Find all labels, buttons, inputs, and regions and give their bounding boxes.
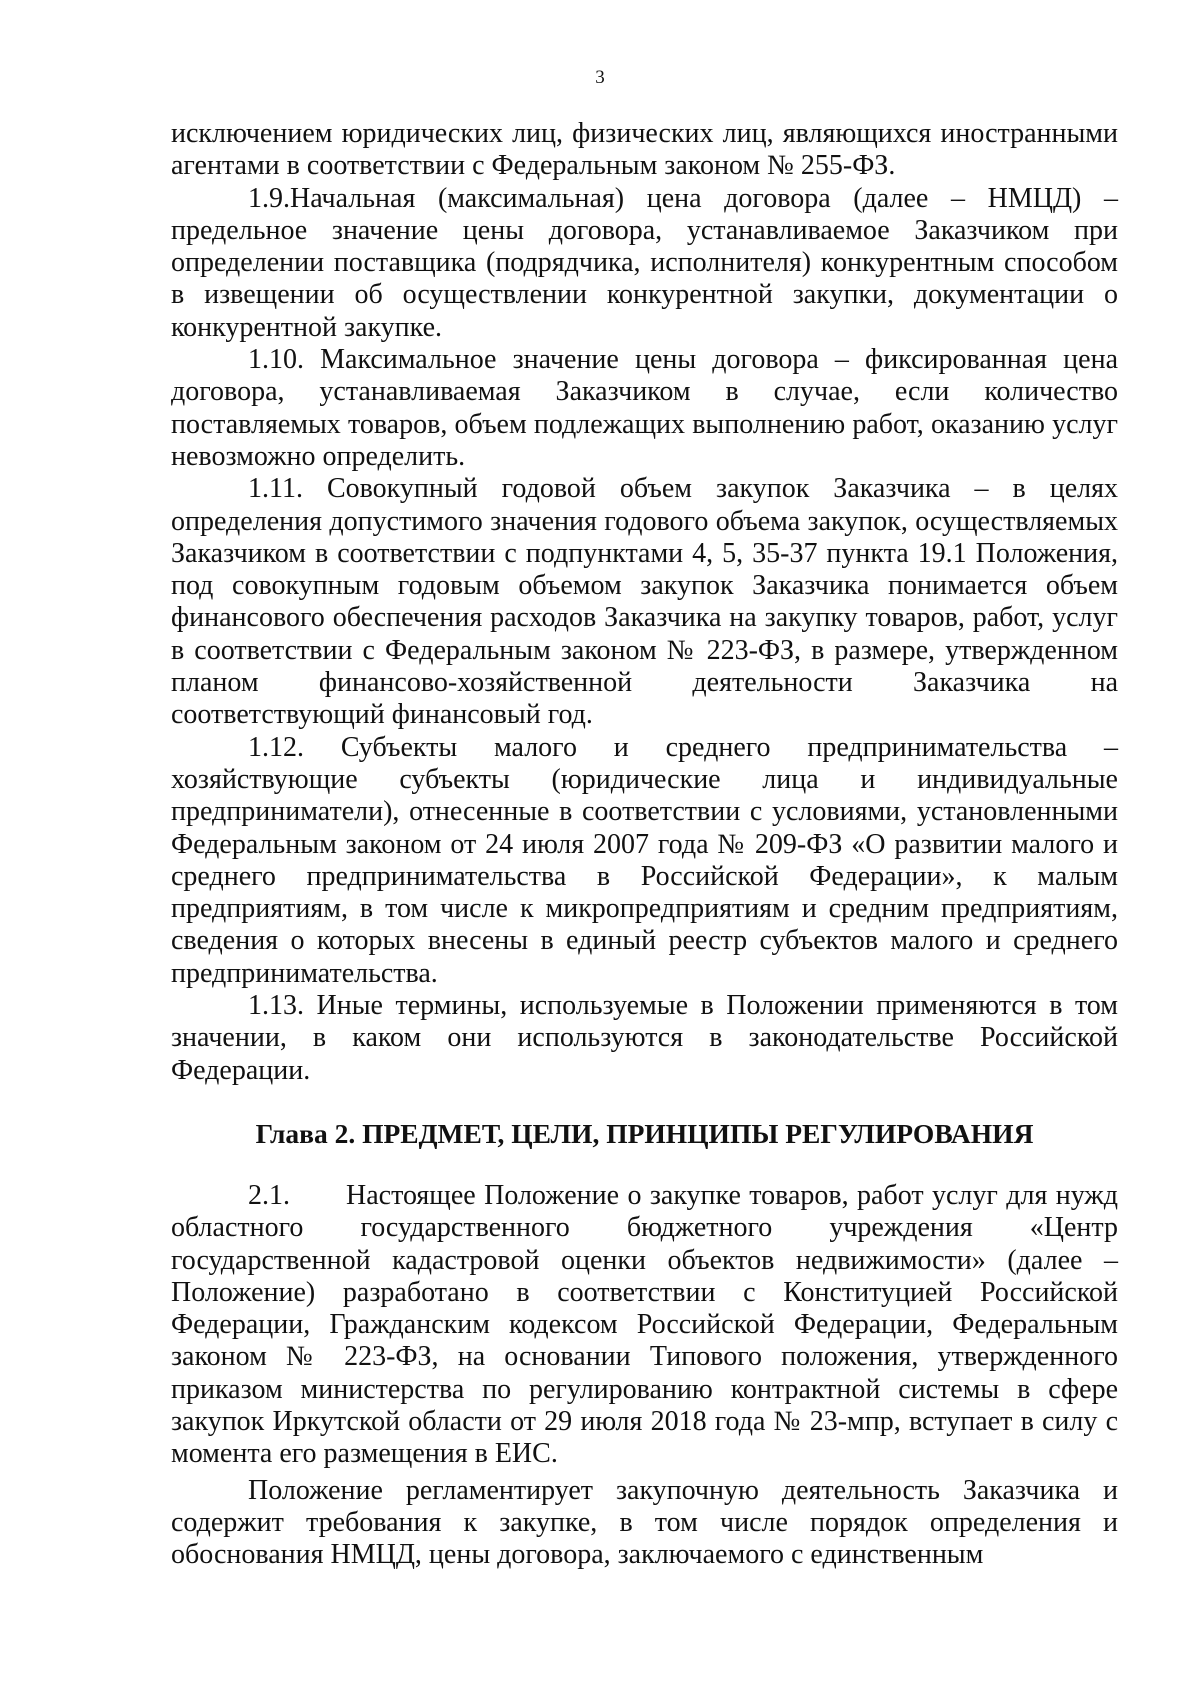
paragraph-1-12: 1.12. Субъекты малого и среднего предпринимательства – хозяйствующие субъекты (юридические лица и индивидуальные предприниматели), отнесенные в соответствии с условиями, установленными Федеральным законом от 24 июля 2007 года № 209-ФЗ «О развитии малого и среднего предпринимательства в Российской Федерации», к малым предприятиям, в том числе к микропредприятиям и средним предприятиям, сведения о которых внесены в единый реестр субъектов малого и среднего предпринимательства.	[171, 731, 1118, 989]
paragraph-1-9: 1.9.Начальная (максимальная) цена договора (далее – НМЦД) – предельное значение цены договора, устанавливаемое Заказчиком при определении поставщика (подрядчика, исполнителя) конкурентным способом в извещении об осуществлении конкурентной закупки, документации о конкурентной закупке.	[171, 182, 1118, 343]
paragraph-1-10: 1.10. Максимальное значение цены договора – фиксированная цена договора, устанавливаемая Заказчиком в случае, если количество поставляемых товаров, объем подлежащих выполнению работ, оказанию услуг невозможно определить.	[171, 344, 1118, 472]
paragraph-regulation: Положение регламентирует закупочную деятельность Заказчика и содержит требования к закупке, в том числе порядок определения и обоснования НМЦД, цены договора, заключаемого с единственным	[171, 1474, 1118, 1571]
document-body	[171, 118, 1118, 1571]
paragraph-2-1: 2.1. Настоящее Положение о закупке товаров, работ услуг для нужд областного государственного бюджетного учреждения «Центр государственной кадастровой оценки объектов недвижимости» (далее – Положение) разработано в соответствии с Конституцией Российской Федерации, Гражданским кодексом Российской Федерации, Федеральным законом № 223-ФЗ, на основании Типового положения, утвержденного приказом министерства по регулированию контрактной системы в сфере закупок Иркутской области от 29 июля 2018 года № 23-мпр, вступает в силу с момента его размещения в ЕИС.	[171, 1179, 1118, 1470]
chapter-heading: Глава 2. ПРЕДМЕТ, ЦЕЛИ, ПРИНЦИПЫ РЕГУЛИРОВАНИЯ	[255, 1117, 1034, 1149]
paragraph-continuation: исключением юридических лиц, физических лиц, являющихся иностранными агентами в соответствии с Федеральным законом № 255-ФЗ.	[171, 118, 1118, 182]
paragraph-1-13: 1.13. Иные термины, используемые в Положении применяются в том значении, в каком они используются в законодательстве Российской Федерации.	[171, 990, 1118, 1086]
paragraph-1-11: 1.11. Совокупный годовой объем закупок Заказчика – в целях определения допустимого значения годового объема закупок, осуществляемых Заказчиком в соответствии с подпунктами 4, 5, 35-37 пункта 19.1 Положения, под совокупным годовым объемом закупок Заказчика понимается объем финансового обеспечения расходов Заказчика на закупку товаров, работ, услуг в соответствии с Федеральным законом № 223-ФЗ, в размере, утвержденном планом финансово-хозяйственной деятельности Заказчика на соответствующий финансовый год.	[171, 473, 1118, 731]
page-number: 3	[595, 67, 605, 88]
